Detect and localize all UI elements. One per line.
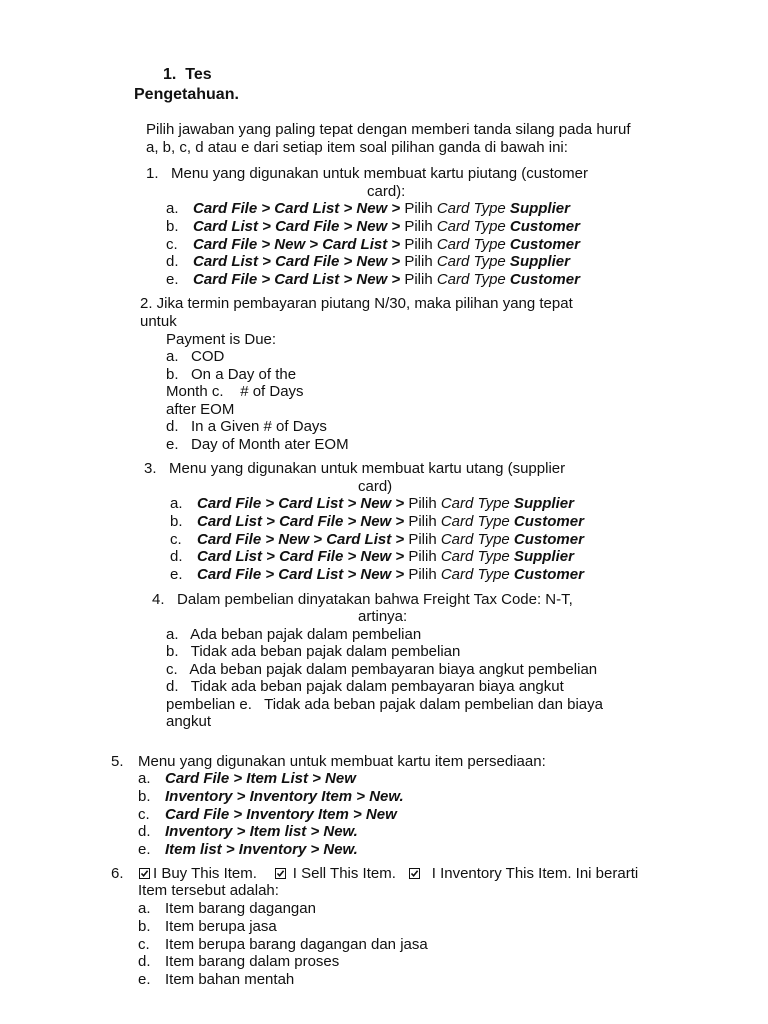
card-type-label: Card Type: [436, 200, 506, 217]
q3-option: [170, 548, 574, 566]
option-text: Item barang dagangan: [165, 900, 316, 917]
card-type-value: Supplier: [509, 548, 574, 566]
q5-question: [111, 753, 546, 771]
q3-number: 3.: [144, 460, 157, 477]
card-type-label: Card Type: [440, 566, 510, 584]
q6-option: [138, 953, 339, 971]
q3-option: [170, 531, 584, 549]
card-type-value: Customer: [505, 271, 580, 289]
option-text: Inventory > Inventory Item > New.: [165, 787, 404, 805]
menu-path: Card File > New > Card List >: [193, 235, 401, 253]
pilih-label: Pilih: [400, 235, 437, 253]
card-type-label: Card Type: [436, 235, 506, 253]
heading-number: 1.: [163, 66, 177, 83]
q5-text: Menu yang digunakan untuk membuat kartu item persediaan:: [138, 753, 546, 770]
menu-path: Card List > Card File > New >: [193, 217, 401, 235]
card-type-label: Card Type: [440, 495, 510, 512]
q4-line: b. Tidak ada beban pajak dalam pembelian: [166, 643, 461, 661]
q6-option: [138, 900, 316, 918]
menu-path: Card File > Card List > New >: [197, 566, 405, 584]
card-type-value: Customer: [509, 566, 584, 584]
q4-line: d. Tidak ada beban pajak dalam pembayaran biaya angkut: [166, 678, 564, 696]
option-text: Item berupa barang dagangan dan jasa: [165, 935, 428, 953]
option-text: Item barang dalam proses: [165, 953, 340, 971]
option-letter: d.: [138, 953, 151, 971]
card-type-label: Card Type: [436, 253, 506, 271]
menu-path: Card File > Card List > New >: [193, 200, 401, 217]
q3-option: [170, 495, 574, 513]
q2-line: b. On a Day of the: [166, 365, 297, 383]
heading-line-2: Pengetahuan.: [134, 86, 239, 103]
q3-option: [170, 566, 584, 584]
q6-item-inventory: I Inventory This Item. Ini berarti: [431, 865, 639, 882]
card-type-value: Customer: [505, 217, 580, 235]
q2-question-line-3: Payment is Due:: [166, 331, 277, 348]
q6-number: 6.: [111, 865, 124, 882]
q2-line: Month c. # of Days: [166, 383, 304, 401]
card-type-value: Customer: [509, 530, 584, 548]
heading-line-1: [163, 66, 212, 84]
q1-number: 1.: [146, 165, 159, 182]
q4-line: c. Ada beban pajak dalam pembayaran biaya angkut pembelian: [166, 660, 598, 678]
option-letter: c.: [166, 235, 178, 253]
card-type-label: Card Type: [440, 548, 510, 566]
q4-question-line-2: artinya:: [358, 608, 408, 625]
q1-question-line-1: [146, 165, 588, 183]
checkbox-checked-icon: [275, 868, 286, 879]
q4-line: angkut: [166, 713, 212, 730]
q5-number: 5.: [111, 753, 124, 770]
card-type-value: Supplier: [505, 253, 570, 271]
card-type-value: Customer: [509, 512, 584, 530]
pilih-label: Pilih: [404, 548, 441, 566]
q4-question-line-1: [152, 591, 573, 609]
pilih-label: Pilih: [404, 530, 441, 548]
q1-text: Menu yang digunakan untuk membuat kartu piutang (customer: [171, 165, 588, 182]
option-letter: e.: [166, 271, 179, 289]
q1-option: [166, 253, 570, 271]
q1-question-line-2: card):: [367, 183, 406, 200]
option-text: Item list > Inventory > New.: [165, 841, 358, 859]
option-text: Item bahan mentah: [165, 971, 295, 989]
option-letter: e.: [138, 971, 151, 989]
pilih-label: Pilih: [404, 566, 441, 584]
option-letter: d.: [166, 253, 179, 271]
pilih-label: Pilih: [404, 512, 441, 530]
menu-path: Card List > Card File > New >: [197, 548, 405, 566]
q5-option: [138, 841, 358, 859]
option-letter: c.: [138, 805, 150, 823]
pilih-label: Pilih: [400, 253, 437, 271]
card-type-label: Card Type: [436, 217, 506, 235]
q1-option: [166, 271, 580, 289]
q4-text: Dalam pembelian dinyatakan bahwa Freight Tax Code: N-T,: [177, 591, 573, 608]
option-letter: d.: [170, 548, 183, 566]
q3-text: Menu yang digunakan untuk membuat kartu utang (supplier: [169, 460, 566, 477]
option-letter: e.: [170, 566, 183, 584]
q3-question-line-1: [144, 460, 565, 478]
q3-option: [170, 513, 584, 531]
q6-item-sell: I Sell This Item.: [292, 865, 396, 882]
q2-text: 2. Jika termin pembayaran piutang N/30, maka pilihan yang tepat: [140, 295, 573, 312]
q6-question-line-2: Item tersebut adalah:: [138, 882, 279, 899]
q5-option: [138, 823, 358, 841]
q4-line: pembelian e. Tidak ada beban pajak dalam pembelian dan biaya: [166, 695, 603, 713]
q4-line: a. Ada beban pajak dalam pembelian: [166, 626, 422, 643]
option-letter: a.: [138, 900, 151, 917]
option-text: Inventory > Item list > New.: [165, 823, 358, 841]
q2-line: after EOM: [166, 400, 235, 418]
option-letter: c.: [170, 530, 182, 548]
card-type-label: Card Type: [440, 530, 510, 548]
q6-option: [138, 971, 294, 989]
card-type-value: Customer: [505, 235, 580, 253]
q6-option: [138, 918, 277, 936]
option-text: Item berupa jasa: [165, 917, 277, 935]
instruction-line-2: a, b, c, d atau e dari setiap item soal pilihan ganda di bawah ini:: [146, 139, 568, 156]
option-text: Card File > Inventory Item > New: [165, 805, 397, 823]
option-letter: b.: [166, 217, 179, 235]
pilih-label: Pilih: [400, 271, 437, 289]
pilih-label: Pilih: [404, 495, 441, 512]
option-letter: b.: [138, 917, 151, 935]
q5-option: [138, 770, 356, 788]
option-letter: b.: [170, 512, 183, 530]
q2-line: a. COD: [166, 348, 225, 365]
pilih-label: Pilih: [400, 217, 437, 235]
checkbox-checked-icon: [409, 868, 420, 879]
q5-option: [138, 788, 404, 806]
option-letter: d.: [138, 823, 151, 841]
q6-question-line-1: [111, 865, 638, 883]
q2-line: e. Day of Month ater EOM: [166, 436, 349, 453]
menu-path: Card List > Card File > New >: [197, 512, 405, 530]
card-type-label: Card Type: [436, 271, 506, 289]
q2-question-line-1: [140, 295, 666, 313]
menu-path: Card File > Card List > New >: [193, 271, 401, 289]
menu-path: Card File > Card List > New >: [197, 495, 405, 512]
checkbox-checked-icon: [139, 868, 150, 879]
q6-option: [138, 936, 428, 954]
option-letter: c.: [138, 935, 150, 953]
option-text: Card File > Item List > New: [165, 770, 356, 787]
option-letter: a.: [138, 770, 151, 787]
option-letter: a.: [166, 200, 179, 217]
q2-question-line-2: untuk: [140, 313, 177, 330]
option-letter: e.: [138, 841, 151, 859]
heading-title: Tes: [185, 66, 212, 83]
menu-path: Card File > New > Card List >: [197, 530, 405, 548]
card-type-value: Supplier: [505, 200, 570, 217]
instruction-line-1: Pilih jawaban yang paling tepat dengan memberi tanda silang pada huruf: [146, 121, 631, 138]
option-letter: b.: [138, 787, 151, 805]
q1-option: [166, 218, 580, 236]
option-letter: a.: [170, 495, 183, 512]
menu-path: Card List > Card File > New >: [193, 253, 401, 271]
q1-option: [166, 200, 570, 218]
pilih-label: Pilih: [400, 200, 437, 217]
q1-option: [166, 236, 580, 254]
card-type-label: Card Type: [440, 512, 510, 530]
q5-option: [138, 806, 397, 824]
card-type-value: Supplier: [509, 495, 574, 512]
q6-item-buy: I Buy This Item.: [153, 865, 257, 882]
q4-number: 4.: [152, 591, 165, 608]
q3-question-line-2: card): [358, 478, 393, 495]
q2-line: d. In a Given # of Days: [166, 418, 327, 436]
